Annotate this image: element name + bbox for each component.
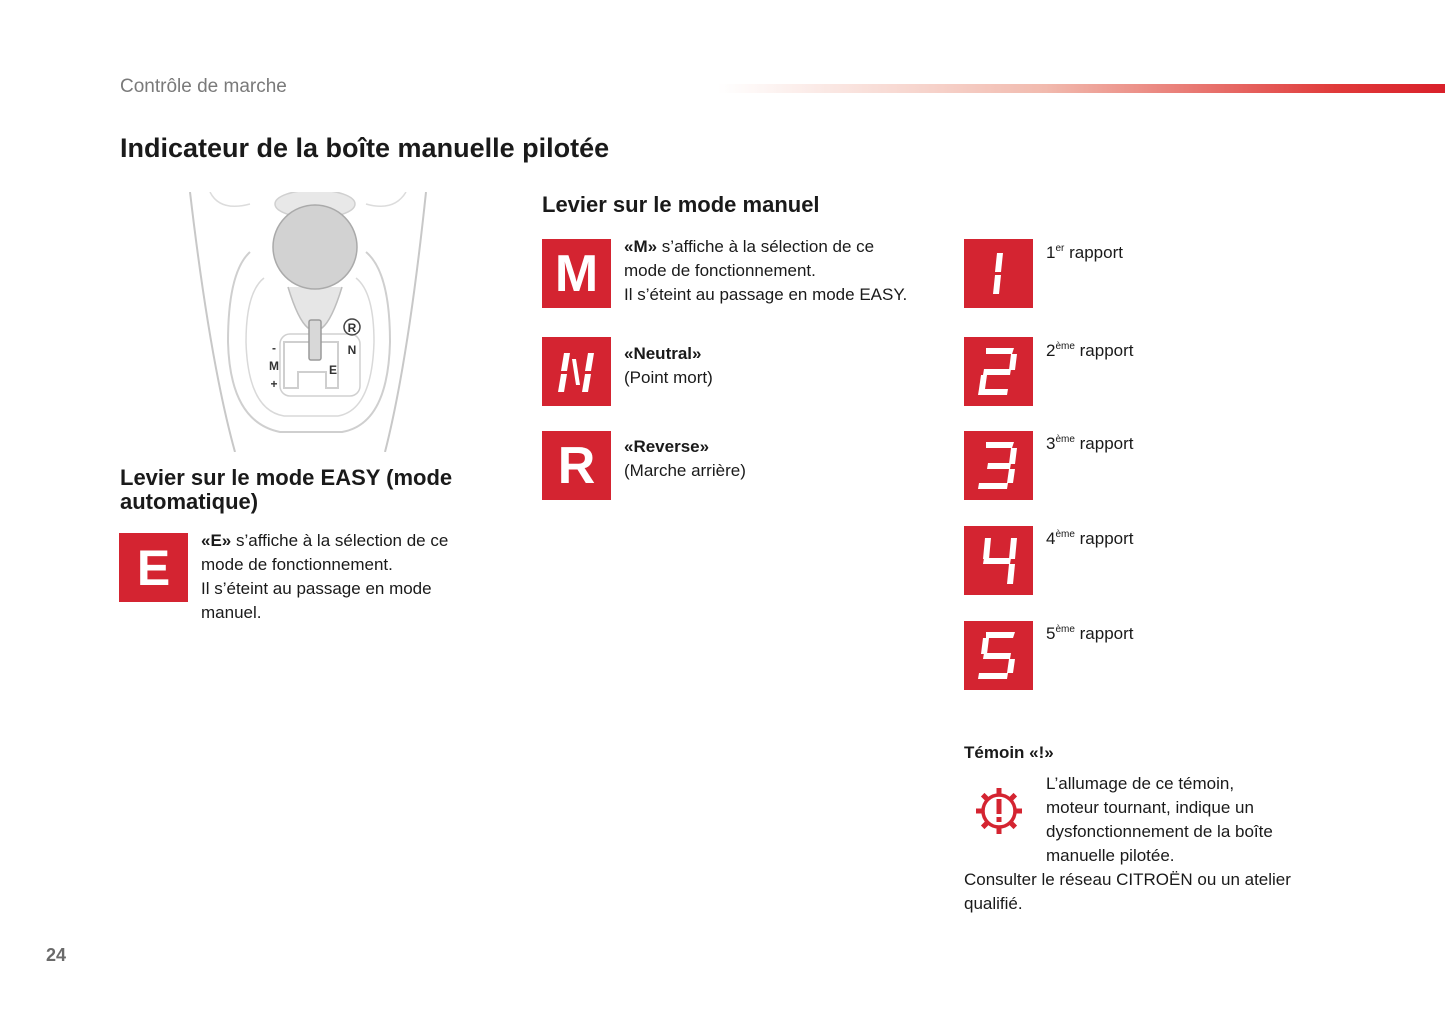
- easy-key: «E»: [201, 531, 232, 550]
- lever-label-minus: -: [272, 341, 276, 355]
- temoin-line3: dysfonctionnement de la boîte: [1046, 822, 1273, 841]
- manual-n-line2: (Point mort): [624, 368, 713, 387]
- manual-r-description: [624, 435, 924, 483]
- manual-r-key: «Reverse»: [624, 437, 710, 456]
- lever-label-plus: +: [270, 377, 278, 391]
- manual-m-line2: mode de fonctionnement.: [624, 261, 816, 280]
- page-number: 24: [46, 945, 67, 965]
- temoin-line1: L’allumage de ce témoin,: [1046, 774, 1235, 793]
- manual-m-line1: s’affiche à la sélection de ce: [657, 237, 875, 256]
- badge-n: [542, 337, 611, 406]
- temoin-description: [1046, 772, 1376, 868]
- easy-line4: manuel.: [201, 603, 262, 622]
- gear-badge-4: [964, 526, 1033, 595]
- temoin-consult: [964, 868, 1384, 916]
- gear-label-4: 4ème rapport: [1046, 529, 1134, 548]
- manual-m-description: [624, 235, 954, 307]
- temoin-consult-line1: Consulter le réseau CITROËN ou un atelier: [964, 870, 1291, 889]
- temoin-line4: manuelle pilotée.: [1046, 846, 1175, 865]
- gear-lever-illustration: [180, 192, 440, 452]
- gear-badge-2: [964, 337, 1033, 406]
- badge-e-letter: E: [136, 539, 171, 596]
- badge-e: [119, 533, 188, 602]
- manual-r-line2: (Marche arrière): [624, 461, 746, 480]
- manual-n-key: «Neutral»: [624, 344, 702, 363]
- temoin-title: Témoin «!»: [964, 743, 1054, 762]
- temoin-line2: moteur tournant, indique un: [1046, 798, 1254, 817]
- easy-heading: Levier sur le mode EASY (mode automatique): [120, 465, 453, 514]
- gear-badge-1: [964, 239, 1033, 308]
- gear-badge-5: [964, 621, 1033, 690]
- manual-m-line3: Il s’éteint au passage en mode EASY.: [624, 285, 908, 304]
- lever-label-e: E: [328, 363, 338, 377]
- easy-line2: mode de fonctionnement.: [201, 555, 393, 574]
- header-accent-bar: [718, 84, 1445, 93]
- temoin-consult-line2: qualifié.: [964, 894, 1023, 913]
- manual-heading: Levier sur le mode manuel: [542, 192, 820, 217]
- lever-label-n: N: [347, 343, 357, 357]
- lever-label-m: M: [269, 359, 279, 373]
- badge-m: [542, 239, 611, 308]
- page-title: Indicateur de la boîte manuelle pilotée: [120, 133, 610, 163]
- easy-description: [201, 529, 501, 625]
- badge-r: [542, 431, 611, 500]
- manual-n-description: [624, 342, 924, 390]
- warning-gear-icon: [972, 784, 1026, 838]
- gear-label-2: 2ème rapport: [1046, 341, 1134, 360]
- manual-m-key: «M»: [624, 237, 658, 256]
- gear-badge-3: [964, 431, 1033, 500]
- easy-line3: Il s’éteint au passage en mode: [201, 579, 432, 598]
- gear-label-3: 3ème rapport: [1046, 434, 1134, 453]
- section-label: Contrôle de marche: [120, 76, 287, 97]
- lever-label-r: R: [347, 321, 357, 335]
- gear-label-1: 1er rapport: [1046, 243, 1123, 262]
- easy-line1: s’affiche à la sélection de ce: [231, 531, 449, 550]
- gear-label-5: 5ème rapport: [1046, 624, 1134, 643]
- badge-r-letter: R: [557, 436, 596, 495]
- badge-m-letter: M: [554, 244, 599, 303]
